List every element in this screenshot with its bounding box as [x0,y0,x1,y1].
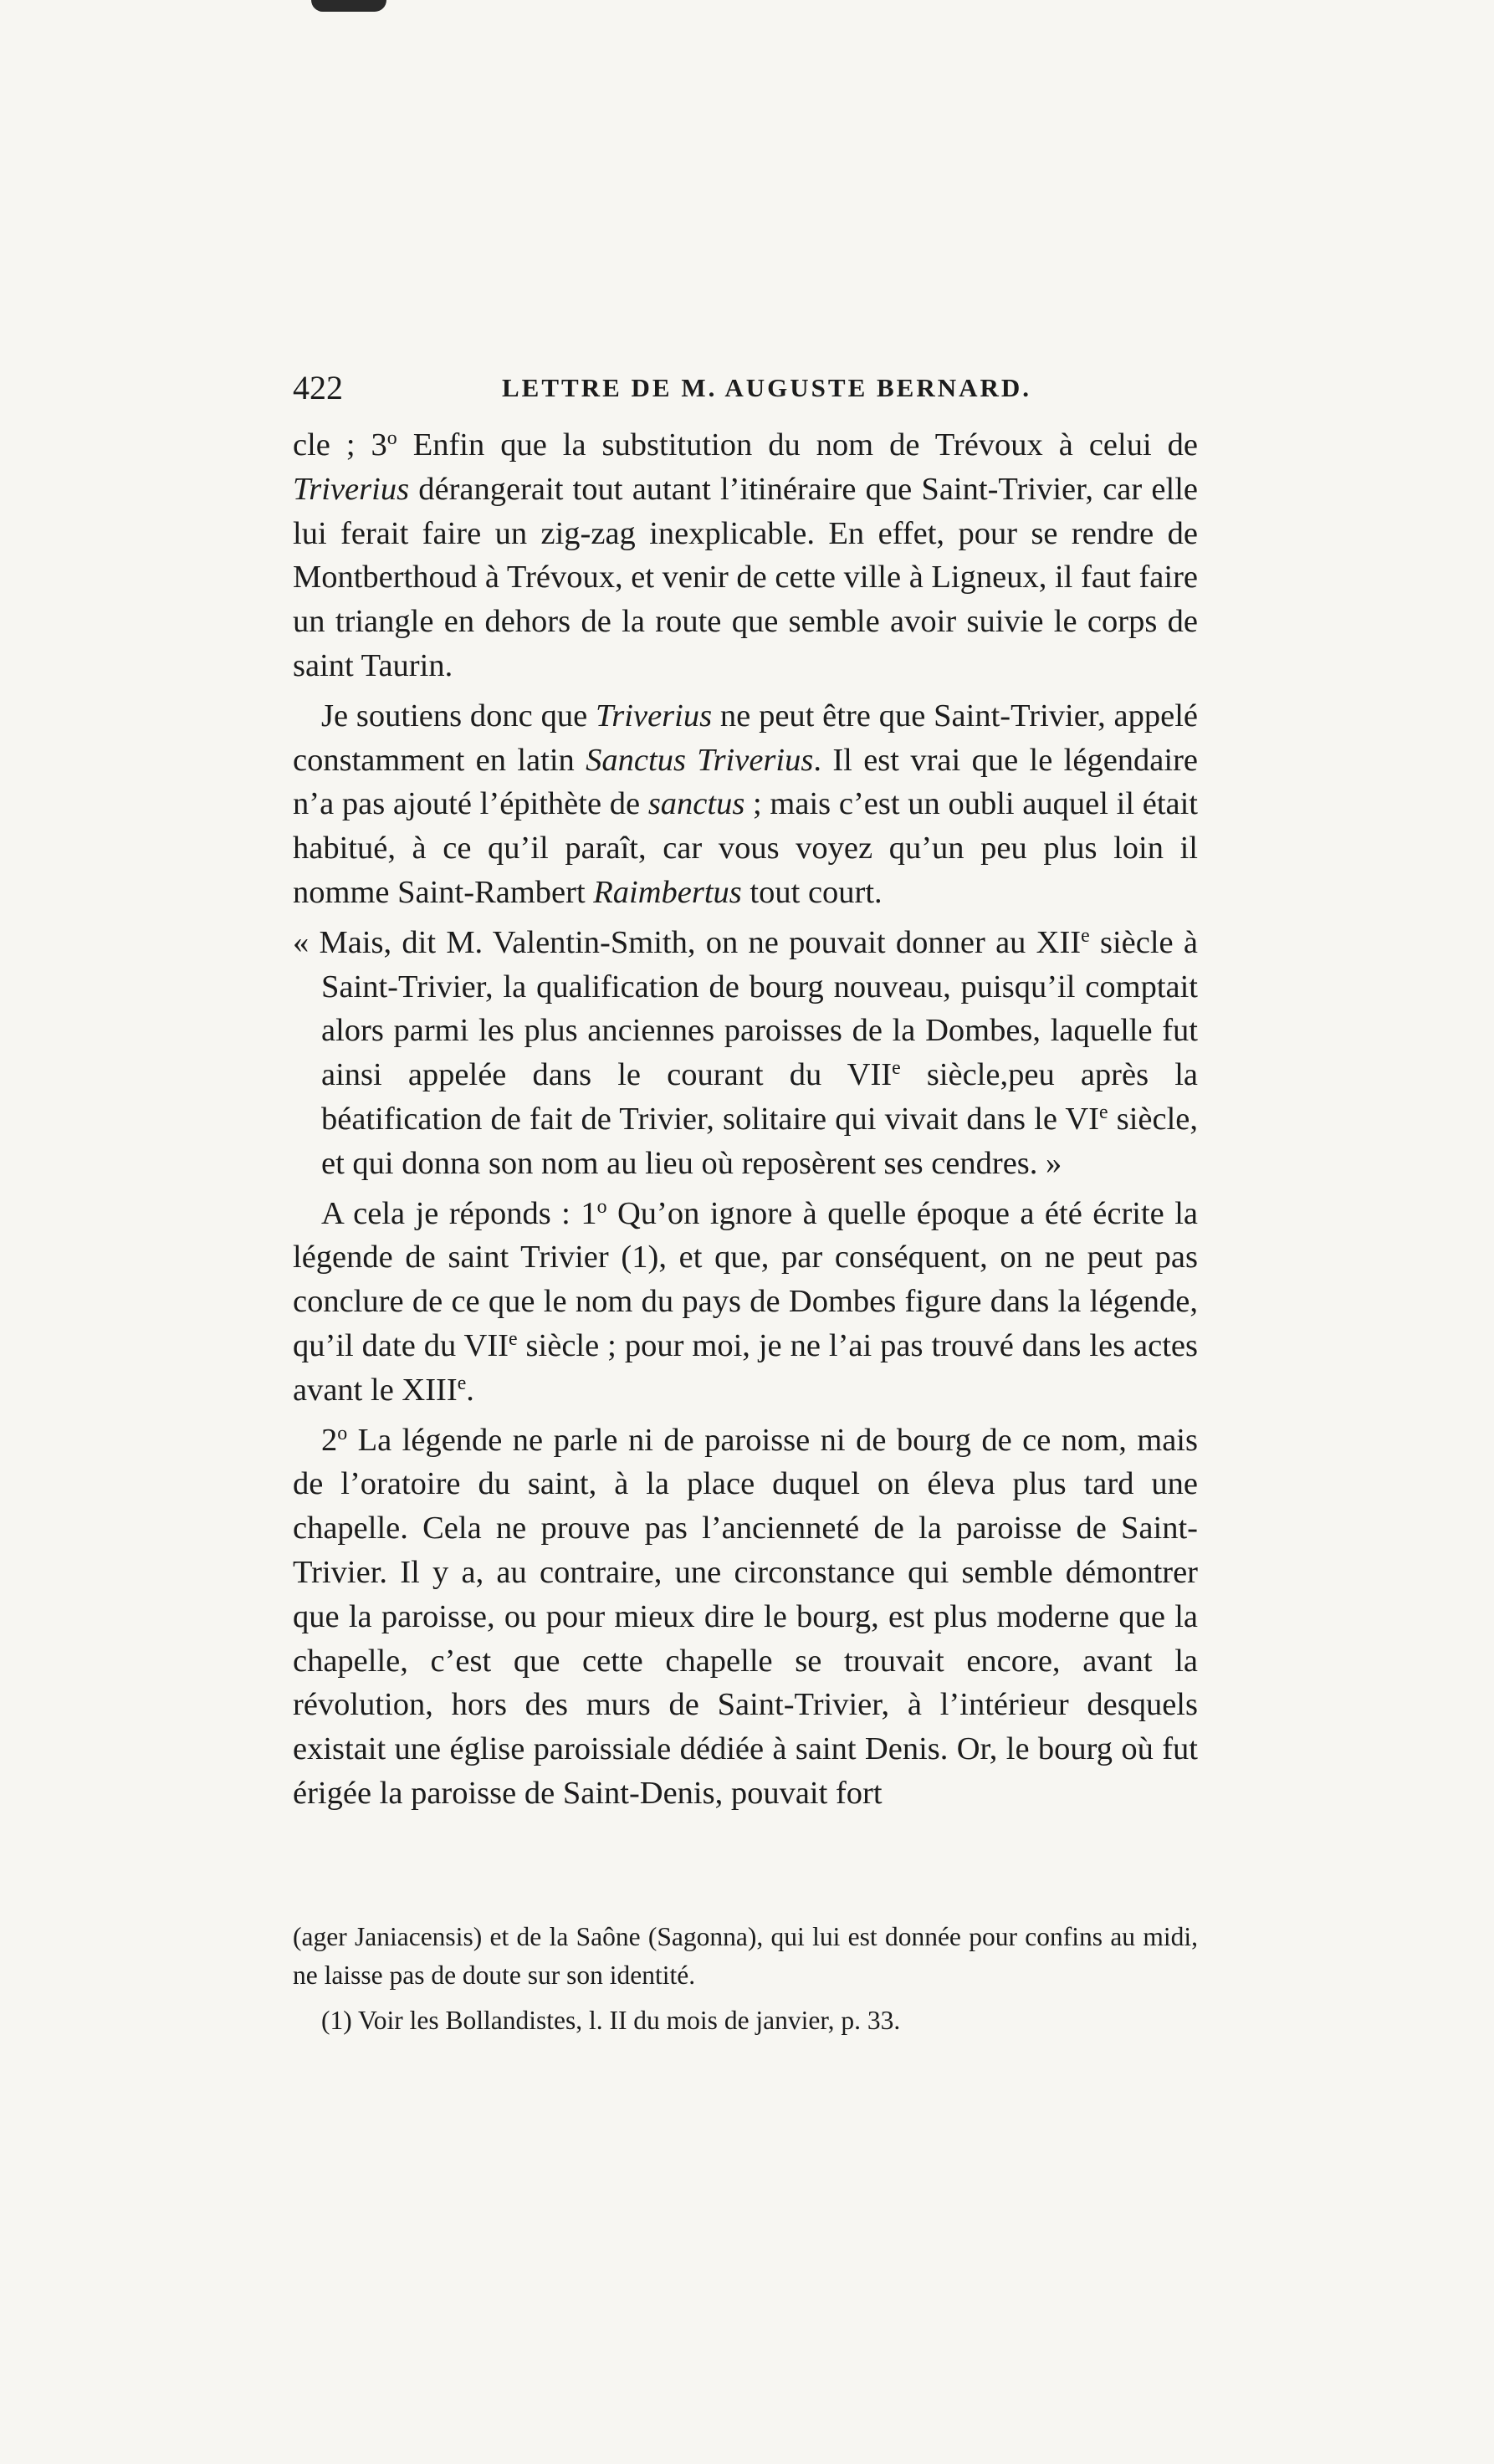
footnote-1: (1) Voir les Bollandistes, l. II du mois de janvier, p. 33. [321,2006,901,2035]
paragraph-5: 2$^o$ La légende ne parle ni de paroisse ni de bourg de ce nom, mais de l’oratoire du saint, à la place duquel on éleva plus tard une chapelle. Cela ne prouve pas l’ancienneté de la paroisse de Saint-Trivier. Il y a, au contraire, une circonstance qui semble démontrer que la paroisse, ou pour mieux dire le bourg, est plus moderne que la chapelle, c’est que cette chapelle se trouvait encore, avant la révolution, hors des murs de Saint-Trivier, à l’intérieur desquels existait une église paroissiale dédiée à saint Denis. Or, le bourg où fut érigée la paroisse de Saint-Denis, pouvait fort [293,1422,1198,1811]
running-title: LETTRE DE M. AUGUSTE BERNARD. [502,373,1032,402]
footnote-line: (ager Janiacensis) et de la Saône (Sagonna), qui lui est donnée pour confins [293,1922,1103,1951]
footnote-continuation [293,1918,1198,1995]
paragraph-2: Je soutiens donc que Triverius ne peut être que Saint-Trivier, appelé constamment en latin Sanctus Triverius. Il est vrai que le légendaire n’a pas ajouté l’épithète de sanctus ; mais c’est un oubli auquel il était habitué, à ce qu’il paraît, car vous voyez qu’un peu plus loin il nomme Saint-Rambert Raimbertus tout court. [293,698,1198,910]
main-text [293,423,1198,1816]
paragraph-3-quotation [293,921,1198,1186]
text-line: vier, car elle lui ferait faire un zig-zag inexplicable. En effet, pour [293,471,1198,551]
text-line: avoir suivie le corps de saint Taurin. [293,604,1198,683]
text-line: cle ; 3$^o$ Enfin que la substitution du nom de Trévoux à celui [293,427,1168,463]
page-number: 422 [293,369,343,406]
running-header [293,368,1198,408]
paragraph-4: A cela je réponds : 1$^o$ Qu’on ignore à quelle époque a été écrite la légende de saint Trivier (1), et que, par conséquent, on ne peut pas conclure de ce que le nom du pays de Dombes figure dans la légende, qu’il date du VIIe siècle ; pour moi, je ne l’ai pas trouvé dans les actes avant le XIIIe. [293,1195,1199,1408]
footnote-line: au midi, ne laisse pas de doute sur son identité. [293,1922,1198,1990]
paragraph-1 [293,423,1198,688]
footnotes [293,1918,1198,2040]
scan-ink-blot [311,0,386,12]
text-line: se rendre de Montberthoud à Trévoux, et venir de cette ville à Li [293,515,1198,596]
text-line: gneux, il faut faire un triangle en dehors de la route que semble [293,560,1198,640]
quote-line: « Mais, dit M. Valentin-Smith, on ne pouvait donner au XIIe siècle à Saint-Trivier, la qualification de bourg nouveau, puisqu’il comptait alors parmi les plus anciennes paroisses de la Dombes, laquelle fut ainsi appelée dans le courant du VIIe siècle,peu après la béatification de fait de Trivier, solitaire qui vivait dans le VIe siècle, et qui donna son nom au lieu où reposèrent ses cendres. » [293,924,1199,1181]
text-line: de Triverius dérangerait tout autant l’itinéraire que Saint-Tri [293,427,1198,507]
